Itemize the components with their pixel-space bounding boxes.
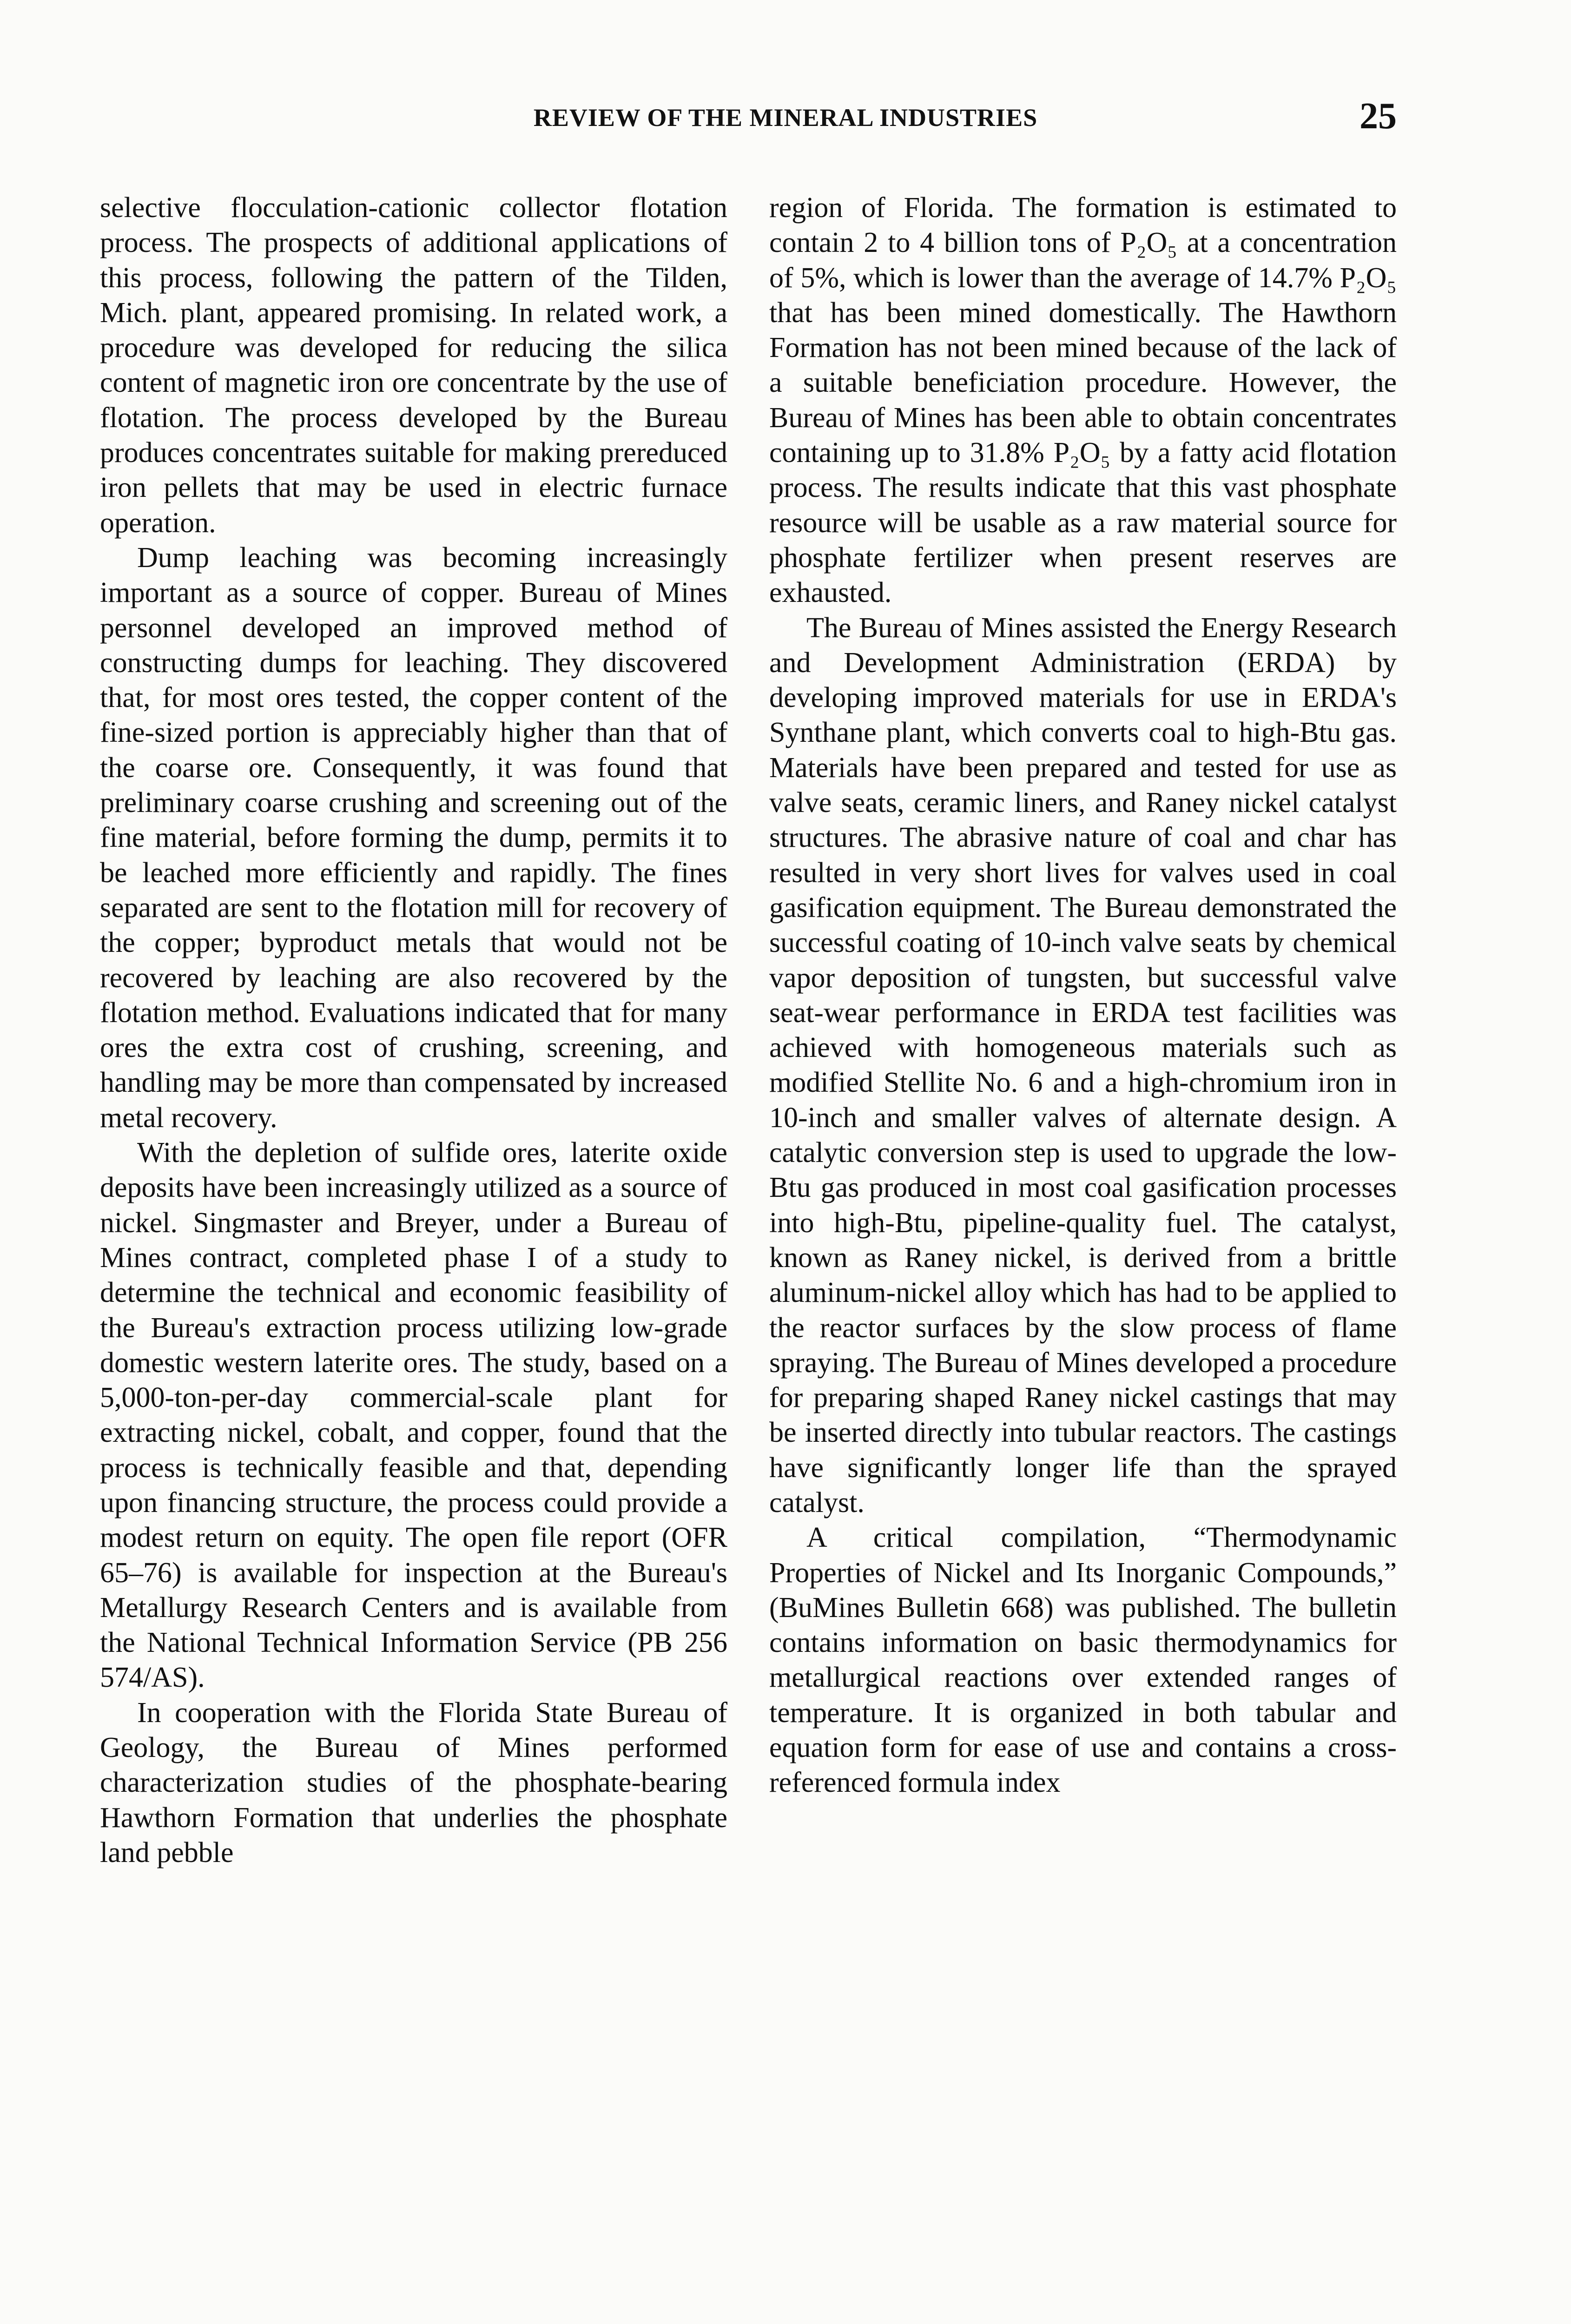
running-head-title: REVIEW OF THE MINERAL INDUSTRIES (533, 104, 1038, 132)
paragraph-dump-leaching: Dump leaching was becoming increasingly important as a source of copper. Bureau of Mines personnel developed an improved method of constructing dumps for leaching. They discovered that, for most ores tested, the copper content of the fine-sized portion is appreciably higher than that of the coarse ore. Consequently, it was found that preliminary coarse crushing and screening out of the fine material, before forming the dump, permits it to be leached more efficiently and rapidly. The fines separated are sent to the flotation mill for recovery of the copper; byproduct metals that would not be recovered by leaching are also recovered by the flotation method. Evaluations indicated that for many ores the extra cost of crushing, screening, and handling may be more than compensated by increased metal recovery. (100, 541, 727, 1134)
paragraph-hawthorn-formation: region of Florida. The formation is estimated to contain 2 to 4 billion tons of P₂O₅ at a concentration of 5%, which is lower than the average of 14.7% P₂O₅ that has been mined domestically. The Hawthorn Formation has not been mined because of the lack of a suitable beneficiation procedure. However, the Bureau of Mines has been able to obtain concentrates containing up to 31.8% P₂O₅ by a fatty acid flotation process. The results indicate that this vast phosphate resource will be usable as a raw material source for phosphate fertilizer when present reserves are exhausted. (769, 192, 1397, 609)
paragraph-thermodynamic-compilation: A critical compilation, “Thermodynamic Properties of Nickel and Its Inorganic Compounds,” (BuMines Bulletin 668) was published. The bulletin contains information on basic thermodynamics for metallurgical reactions over extended ranges of temperature. It is organized in both tabular and equation form for ease of use and contains a cross-referenced formula index (769, 1522, 1397, 1799)
left-text-column (100, 191, 727, 1870)
paragraph-florida-phosphate: In cooperation with the Florida State Bureau of Geology, the Bureau of Mines performed characterization studies of the phosphate-bearing Hawthorn Formation that underlies the phosphate land pebble (100, 1697, 727, 1868)
page-number: 25 (1360, 96, 1397, 137)
paragraph-flotation-continued: selective flocculation-cationic collector flotation process. The prospects of additional applications of this process, following the pattern of the Tilden, Mich. plant, appeared promising. In related work, a procedure was developed for reducing the silica content of magnetic iron ore concentrate by the use of flotation. The process developed by the Bureau produces concentrates suitable for making prereduced iron pellets that may be used in electric furnace operation. (100, 192, 727, 539)
right-text-column (769, 191, 1397, 1801)
paragraph-erda-synthane: The Bureau of Mines assisted the Energy Research and Development Administration (ERDA) by developing improved materials for use in ERDA's Synthane plant, which converts coal to high-Btu gas. Materials have been prepared and tested for use as valve seats, ceramic liners, and Raney nickel catalyst structures. The abrasive nature of coal and char has resulted in very short lives for valves used in coal gasification equipment. The Bureau demonstrated the successful coating of 10-inch valve seats by chemical vapor deposition of tungsten, but successful valve seat-wear performance in ERDA test facilities was achieved with homogeneous materials such as modified Stellite No. 6 and a high-chromium iron in 10-inch and smaller valves of alternate design. A catalytic conversion step is used to upgrade the low-Btu gas produced in most coal gasification processes into high-Btu, pipeline-quality fuel. The catalyst, known as Raney nickel, is derived from a brittle aluminum-nickel alloy which has had to be applied to the reactor surfaces by the slow process of flame spraying. The Bureau of Mines developed a procedure for preparing shaped Raney nickel castings that may be inserted directly into tubular reactors. The castings have significantly longer life than the sprayed catalyst. (769, 612, 1397, 1519)
paragraph-laterite-nickel: With the depletion of sulfide ores, laterite oxide deposits have been increasingly utilized as a source of nickel. Singmaster and Breyer, under a Bureau of Mines contract, completed phase I of a study to determine the technical and economic feasibility of the Bureau's extraction process utilizing low-grade domestic western laterite ores. The study, based on a 5,000-ton-per-day commercial-scale plant for extracting nickel, cobalt, and copper, found that the process is technically feasible and that, depending upon financing structure, the process could provide a modest return on equity. The open file report (OFR 65–76) is available for inspection at the Bureau's Metallurgy Research Centers and is available from the National Technical Information Service (PB 256 574/AS). (100, 1137, 727, 1694)
